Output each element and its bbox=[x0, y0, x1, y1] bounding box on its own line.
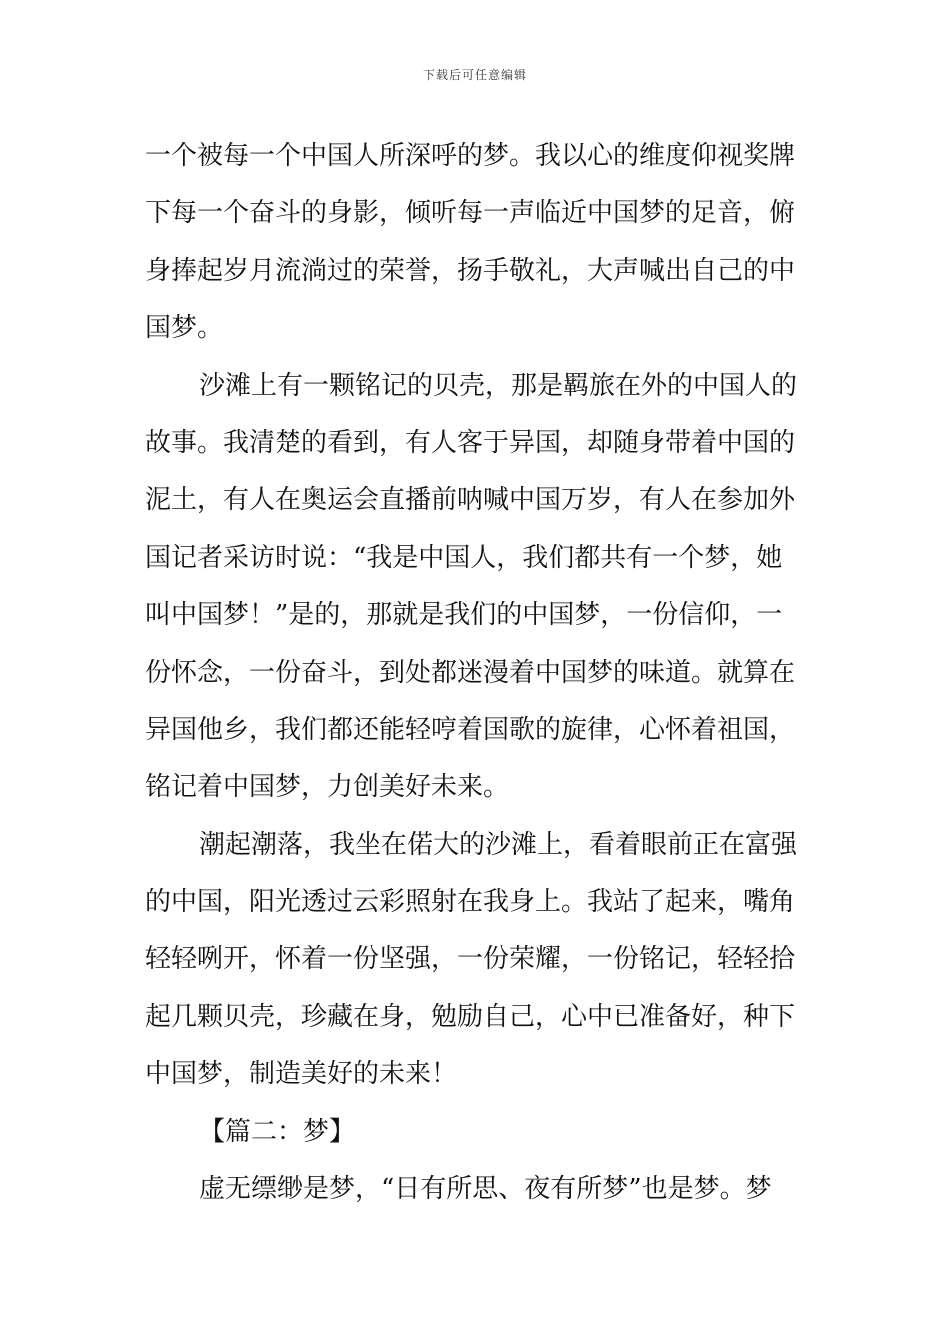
text-line: 故事。我清楚的看到，有人客于异国，却随身带着中国的 bbox=[145, 427, 796, 458]
text-line: 异国他乡，我们都还能轻哼着国歌的旋律，心怀着祖国， bbox=[145, 714, 796, 745]
text-line: 虚无缥缈是梦，“日有所思、夜有所梦”也是梦。梦 bbox=[199, 1174, 772, 1205]
text-line: 沙滩上有一颗铭记的贝壳，那是羁旅在外的中国人的 bbox=[199, 370, 798, 401]
header-note: 下载后可任意编辑 bbox=[422, 68, 527, 82]
text-line: 国记者采访时说：“我是中国人，我们都共有一个梦，她 bbox=[145, 542, 783, 573]
text-line: 叫中国梦！”是的，那就是我们的中国梦，一份信仰，一 bbox=[145, 600, 783, 631]
text-line: 的中国，阳光透过云彩照射在我身上。我站了起来，嘴角 bbox=[145, 887, 796, 918]
text-line: 身捧起岁月流淌过的荣誉，扬手敬礼，大声喊出自己的中 bbox=[145, 255, 796, 286]
text-line: 份怀念，一份奋斗，到处都迷漫着中国梦的味道。就算在 bbox=[145, 657, 796, 688]
text-line: 国梦。 bbox=[145, 313, 224, 344]
section-heading: 【篇二：梦】 bbox=[199, 1116, 356, 1147]
text-line: 起几颗贝壳，珍藏在身，勉励自己，心中已准备好，种下 bbox=[145, 1001, 796, 1032]
text-line: 一个被每一个中国人所深呼的梦。我以心的维度仰视奖牌 bbox=[145, 141, 796, 171]
document-body bbox=[145, 128, 807, 1218]
text-line: 下每一个奋斗的身影，倾听每一声临近中国梦的足音，俯 bbox=[145, 198, 796, 229]
text-line: 铭记着中国梦，力创美好未来。 bbox=[145, 772, 510, 803]
text-line: 中国梦，制造美好的未来！ bbox=[145, 1059, 458, 1090]
text-line: 泥土，有人在奥运会直播前呐喊中国万岁，有人在参加外 bbox=[145, 485, 796, 516]
text-line: 轻轻咧开，怀着一份坚强，一份荣耀，一份铭记，轻轻拾 bbox=[145, 944, 796, 975]
text-line: 潮起潮落，我坐在偌大的沙滩上，看着眼前正在富强 bbox=[199, 829, 798, 860]
